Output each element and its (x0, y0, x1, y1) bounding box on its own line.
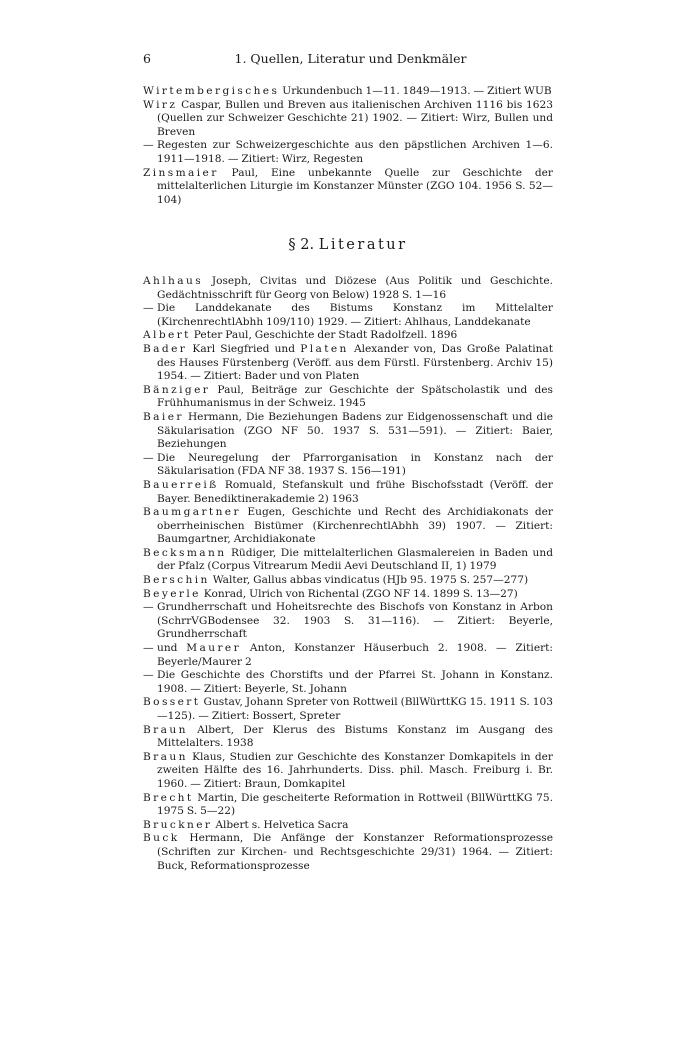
entry-text: Martin, Die gescheiterte Reformation in Rottweil (BllWürttKG 75. 1975 S. 5—22) (157, 791, 553, 818)
bibliography-entry (143, 588, 553, 602)
entry-author: Albert (143, 329, 191, 342)
source-list (143, 85, 553, 207)
entry-author: Bänziger (143, 383, 211, 396)
page-number: 6 (143, 51, 151, 66)
bibliography-entry (143, 642, 553, 669)
entry-text: Klaus, Studien zur Geschichte des Konstanzer Domkapitels in der zweiten Hälfte des 16. Jahrhunderts. Diss. phil. Masch. Freiburg i. Br. 1960. — Zitiert: Braun, Domkapitel (157, 750, 553, 790)
entry-text: Karl Siegfried und (187, 342, 301, 355)
entry-text: Alexander von, Das Große Palatinat des Hauses Fürstenberg (Veröff. aus dem Fürstl. Fürstenberg. Archiv 15) 1954. — Zitiert: Bader und von Platen (157, 342, 553, 383)
entry-text: Grundherrschaft und Hoheitsrechte des Bischofs von Konstanz in Arbon (SchrrVGBodensee 32. 1903 S. 31—116). — Zitiert: Beyerle, Grundherrschaft (157, 601, 553, 641)
bibliography-entry (143, 751, 553, 792)
entry-text: Anton, Konstanzer Häuserbuch 2. 1908. — Zitiert: Beyerle/Maurer 2 (157, 642, 553, 668)
bibliography-entry (143, 792, 553, 819)
bibliography-entry (143, 506, 553, 547)
bibliography-entry (143, 167, 553, 208)
entry-text: Paul, Beiträge zur Geschichte der Spätscholastik und des Frühhumanismus in der Schweiz. 1945 (157, 383, 553, 410)
bibliography-entry (143, 479, 553, 506)
entry-author: Maurer (186, 642, 242, 655)
bibliography-entry (143, 696, 553, 723)
entry-text: Konrad, Ulrich von Richental (ZGO NF 14. 1899 S. 13—27) (200, 587, 518, 600)
entry-author: Braun (143, 723, 188, 736)
section-title: Literatur (318, 237, 408, 253)
entry-text: Die Geschichte des Chorstifts und der Pfarrei St. Johann in Konstanz. 1908. — Zitiert: Beyerle, St. Johann (157, 669, 553, 695)
entry-text: Die Landdekanate des Bistums Konstanz im Mittelalter (KirchenrechtlAbhh 109/110) 1929. — Zitiert: Ahlhaus, Landdekanate (157, 302, 553, 328)
entry-text: Walter, Gallus abbas vindicatus (HJb 95. 1975 S. 257—277) (209, 574, 529, 587)
entry-author: Wirz (143, 98, 178, 111)
entry-text: Albert, Der Klerus des Bistums Konstanz im Ausgang des Mittelalters. 1938 (157, 723, 553, 750)
entry-text: und (157, 642, 187, 655)
entry-text: Rüdiger, Die mittelalterlichen Glasmalereien in Baden und der Pfalz (Corpus Vitrearum Medii Aevi Deutschland II, 1) 1979 (157, 546, 553, 573)
bibliography-entry (143, 724, 553, 751)
entry-author: Baier (143, 410, 184, 423)
running-head-title: 1. Quellen, Literatur und Denkmäler (234, 51, 467, 66)
entry-text: Urkundenbuch 1—11. 1849—1913. — Zitiert WUB (279, 85, 552, 97)
bibliography-entry (143, 574, 553, 588)
entry-author: Buck (143, 832, 180, 845)
running-head (143, 50, 558, 68)
bibliography-entry (143, 99, 553, 140)
bibliography-entry (143, 343, 553, 384)
entry-author: Platen (300, 342, 349, 355)
entry-text: Eugen, Geschichte und Recht des Archidiakonats der oberrheinischen Bistümer (KirchenrechtlAbhh 39) 1907. — Zitiert: Baumgartner, Archidiakonate (157, 506, 553, 546)
entry-author: Brecht (143, 791, 194, 804)
entry-author: Bruckner (143, 818, 213, 831)
entry-author: Beyerle (143, 587, 201, 600)
repeat-author-dash: — (143, 669, 154, 682)
entry-text: Joseph, Civitas und Diözese (Aus Politik und Geschichte. Gedächtnisschrift für Georg von Below) 1928 S. 1—16 (157, 275, 553, 301)
entry-text: Die Neuregelung der Pfarrorganisation in Konstanz nach der Säkularisation (FDA NF 38. 1937 S. 156—191) (157, 451, 553, 478)
entry-author: Bossert (143, 696, 201, 709)
entry-author: Bader (143, 342, 188, 355)
entry-text: Paul, Eine unbekannte Quelle zur Geschichte der mittelalterlichen Liturgie im Konstanzer Münster (ZGO 104. 1956 S. 52—104) (157, 166, 553, 206)
bibliography-entry (143, 601, 553, 642)
bibliography-entry (143, 669, 553, 696)
repeat-author-dash: — (143, 642, 154, 655)
bibliography-entry (143, 384, 553, 411)
bibliography-entry (143, 819, 553, 833)
repeat-author-dash: — (143, 139, 154, 152)
entry-author: Becksmann (143, 546, 227, 559)
bibliography-entry (143, 329, 553, 343)
bibliography-entry (143, 452, 553, 479)
repeat-author-dash: — (143, 302, 154, 315)
bibliography-entry (143, 547, 553, 574)
entry-text: Gustav, Johann Spreter von Rottweil (BllWürttKG 15. 1911 S. 103—125). — Zitiert: Bossert, Spreter (157, 696, 553, 722)
bibliography-entry (143, 411, 553, 452)
literature-list (143, 275, 553, 873)
entry-author: Braun (143, 750, 188, 763)
entry-text: Peter Paul, Geschichte der Stadt Radolfzell. 1896 (190, 329, 458, 342)
repeat-author-dash: — (143, 601, 154, 614)
entry-text: Regesten zur Schweizergeschichte aus den päpstlichen Archiven 1—6. 1911—1918. — Zitiert: Wirz, Regesten (157, 139, 553, 165)
entry-author: Bauerreiß (143, 478, 219, 491)
entry-author: Baumgartner (143, 506, 241, 519)
section-number: § 2. (288, 237, 315, 253)
entry-author: Wirtembergisches (143, 85, 280, 97)
entry-text: Romuald, Stefanskult und frühe Bischofsstadt (Veröff. der Bayer. Benediktinerakademie 2) 1963 (157, 478, 553, 505)
entry-text: Hermann, Die Beziehungen Badens zur Eidgenossenschaft und die Säkularisation (ZGO NF 50. 1937 S. 531—591). — Zitiert: Baier, Beziehungen (157, 410, 553, 451)
entry-text: Albert s. Helvetica Sacra (212, 818, 349, 831)
entry-author: Berschin (143, 574, 210, 587)
repeat-author-dash: — (143, 451, 154, 464)
bibliography-entry (143, 832, 553, 873)
entry-text: Hermann, Die Anfänge der Konstanzer Reformationsprozesse (Schriften zur Kirchen- und Rechtsgeschichte 29/31) 1964. — Zitiert: Buck, Reformationsprozesse (157, 832, 553, 872)
section-heading (143, 236, 553, 254)
bibliography-entry (143, 139, 553, 166)
entry-author: Zinsmaier (143, 166, 219, 179)
entry-author: Ahlhaus (143, 275, 204, 287)
bibliography-entry (143, 275, 553, 302)
bibliography-entry (143, 302, 553, 329)
entry-text: Caspar, Bullen und Breven aus italienischen Archiven 1116 bis 1623 (Quellen zur Schweizer Geschichte 21) 1902. — Zitiert: Wirz, Bullen und Breven (157, 98, 553, 138)
bibliography-entry (143, 85, 553, 99)
